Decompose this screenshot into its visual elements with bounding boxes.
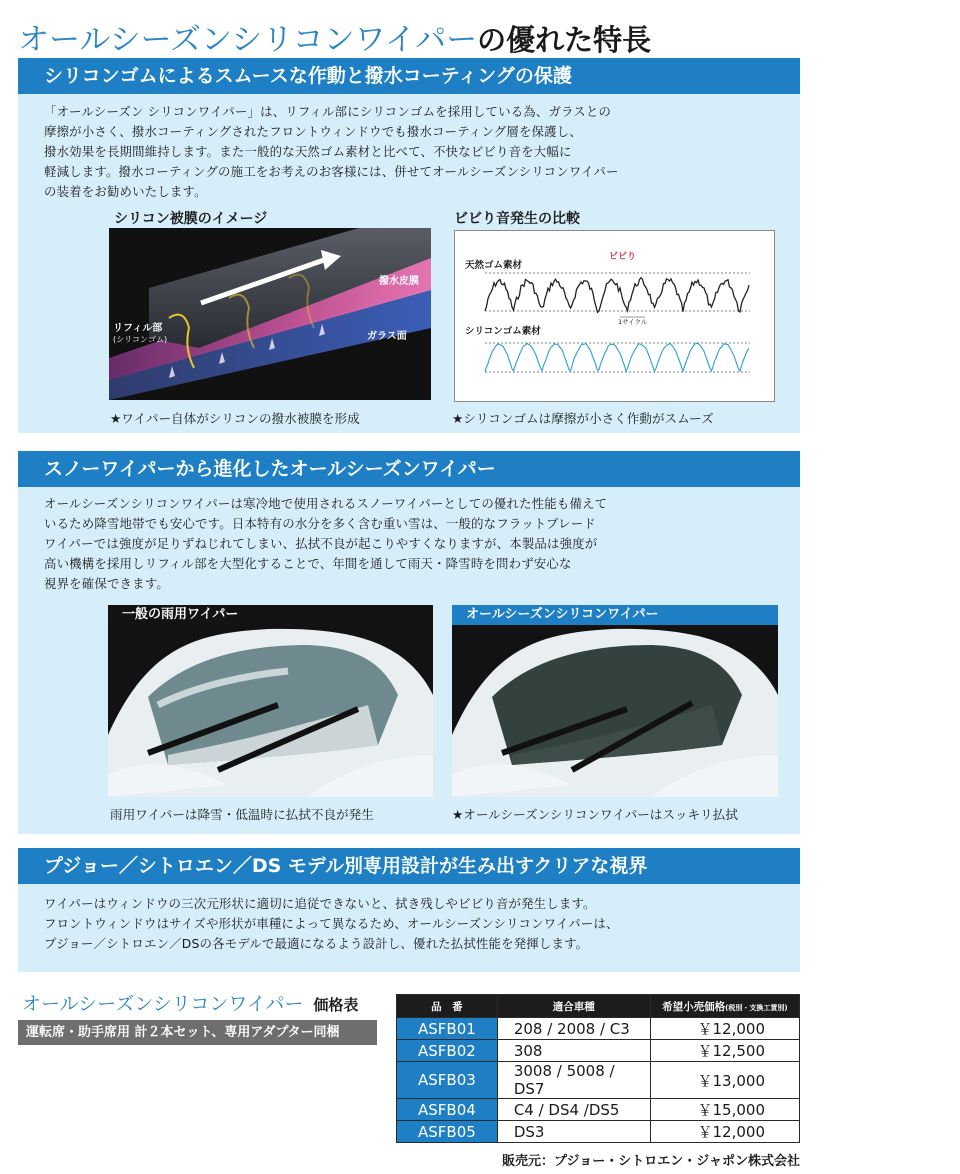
fig-silicone-film-caption: ★ワイパー自体がシリコンの撥水被膜を形成 bbox=[110, 411, 360, 426]
photo-all-season-wiper-caption: ★オールシーズンシリコンワイパーはスッキリ払拭 bbox=[452, 807, 738, 822]
photo-rain-wiper-label: 一般の雨用ワイパー bbox=[108, 605, 433, 625]
silicone-film-illustration bbox=[109, 228, 431, 400]
cell-models: 3008 / 5008 / DS7 bbox=[497, 1062, 650, 1099]
label-silicone-rubber: シリコンゴム素材 bbox=[465, 326, 541, 337]
price-table bbox=[396, 994, 800, 1143]
section-snow-body: オールシーズンシリコンワイパーは寒冷地で使用されるスノーワイパーとしての優れた性能も備えて いるため降雪地帯でも安心です。日本特有の水分を多く含む重い雪は、一般的なフラットブレード ワイパーでは強度が足りずねじれてしまい、払拭不良が起こりやすくなりますが、本製品は強度が 高い機構を採用しリフィル部を大型化することで、年間を通して雨天・降雪時を問わず安心な 視界を確保できます。 bbox=[44, 496, 608, 591]
table-row bbox=[397, 1099, 800, 1121]
fig-chatter-caption: ★シリコンゴムは摩擦が小さく作動がスムーズ bbox=[452, 411, 714, 426]
table-row bbox=[397, 1040, 800, 1062]
photo-rain-wiper bbox=[108, 605, 433, 797]
label-water-film: 撥水皮膜 bbox=[379, 276, 419, 287]
page-title-suffix: の優れた特長 bbox=[477, 23, 652, 57]
cell-models: 308 bbox=[497, 1040, 650, 1062]
col-header-code: 品 番 bbox=[397, 995, 498, 1018]
cell-price: ￥13,000 bbox=[650, 1062, 799, 1099]
cell-code: ASFB04 bbox=[397, 1099, 498, 1121]
cell-code: ASFB02 bbox=[397, 1040, 498, 1062]
section-model-design bbox=[18, 848, 800, 972]
price-table-header bbox=[397, 995, 800, 1018]
fig-chatter-title: ビビり音発生の比較 bbox=[454, 211, 580, 227]
price-list-title-product: オールシーズンシリコンワイパー bbox=[22, 993, 304, 1015]
section-model-design-heading: プジョー／シトロエン／DS モデル別専用設計が生み出すクリアな視界 bbox=[18, 848, 800, 884]
cell-price: ￥12,000 bbox=[650, 1121, 799, 1143]
table-row bbox=[397, 1062, 800, 1099]
table-row bbox=[397, 1121, 800, 1143]
cell-code: ASFB03 bbox=[397, 1062, 498, 1099]
cell-price: ￥15,000 bbox=[650, 1099, 799, 1121]
col-header-price bbox=[650, 995, 799, 1018]
section-model-design-body: ワイパーはウィンドウの三次元形状に適切に追従できないと、拭き残しやビビり音が発生します。 フロントウィンドウはサイズや形状が車種によって異なるため、オールシーズンシリコンワイパーは、 プジョー／シトロエン／DSの各モデルで最適になるよう設計し、優れた払拭性能を発揮します。 bbox=[44, 896, 619, 951]
cell-price: ￥12,500 bbox=[650, 1040, 799, 1062]
cell-price: ￥12,000 bbox=[650, 1018, 799, 1040]
seller-name: 販売元：プジョー・シトロエン・ジャポン株式会社 bbox=[502, 1154, 800, 1169]
cell-code: ASFB05 bbox=[397, 1121, 498, 1143]
table-row bbox=[397, 1018, 800, 1040]
label-chatter: ビビり bbox=[609, 252, 637, 262]
label-refill-sub: (シリコンゴム) bbox=[113, 335, 168, 344]
photo-all-season-wiper-label: オールシーズンシリコンワイパー bbox=[452, 605, 778, 625]
section-silicone-heading: シリコンゴムによるスムースな作動と撥水コーティングの保護 bbox=[18, 58, 800, 94]
photo-rain-wiper-caption: 雨用ワイパーは降雪・低温時に払拭不良が発生 bbox=[110, 807, 374, 822]
price-list-title-label: 価格表 bbox=[313, 996, 359, 1014]
cell-models: DS3 bbox=[497, 1121, 650, 1143]
fig-silicone-film-title: シリコン被膜のイメージ bbox=[114, 211, 268, 227]
cell-models: 208 / 2008 / C3 bbox=[497, 1018, 650, 1040]
price-list-title bbox=[22, 989, 358, 1016]
col-header-price-label: 希望小売価格 bbox=[662, 1000, 726, 1013]
cell-models: C4 / DS4 /DS5 bbox=[497, 1099, 650, 1121]
col-header-models: 適合車種 bbox=[497, 995, 650, 1018]
section-silicone bbox=[18, 58, 800, 433]
label-refill: リフィル部 bbox=[113, 323, 163, 334]
page-title-product: オールシーズンシリコンワイパー bbox=[18, 22, 478, 58]
label-cycle: 1サイクル bbox=[618, 318, 648, 326]
page-title bbox=[18, 14, 651, 59]
label-natural-rubber: 天然ゴム素材 bbox=[465, 260, 523, 271]
label-glass-surface: ガラス面 bbox=[367, 331, 407, 342]
set-contents-note: 運転席・助手席用 計２本セット、専用アダプター同梱 bbox=[18, 1020, 377, 1045]
col-header-price-note: (税別・支換工賃別) bbox=[725, 1003, 788, 1012]
section-snow-heading: スノーワイパーから進化したオールシーズンワイパー bbox=[18, 451, 800, 487]
chatter-comparison-chart bbox=[454, 230, 775, 402]
cell-code: ASFB01 bbox=[397, 1018, 498, 1040]
section-snow bbox=[18, 451, 800, 834]
photo-all-season-wiper bbox=[452, 605, 778, 797]
section-silicone-body: 「オールシーズン シリコンワイパー」は、リフィル部にシリコンゴムを採用している為、ガラスとの 摩擦が小さく、撥水コーティングされたフロントウィンドウでも撥水コーティング層を保護し、 撥水効果を長期間維持します。また一般的な天然ゴム素材と比べて、不快なビビり音を大幅に 軽減します。撥水コーティングの施工をお考えのお客様には、併せてオールシーズンシリコンワイパー の装着をお勧めいたします。 bbox=[44, 104, 619, 199]
